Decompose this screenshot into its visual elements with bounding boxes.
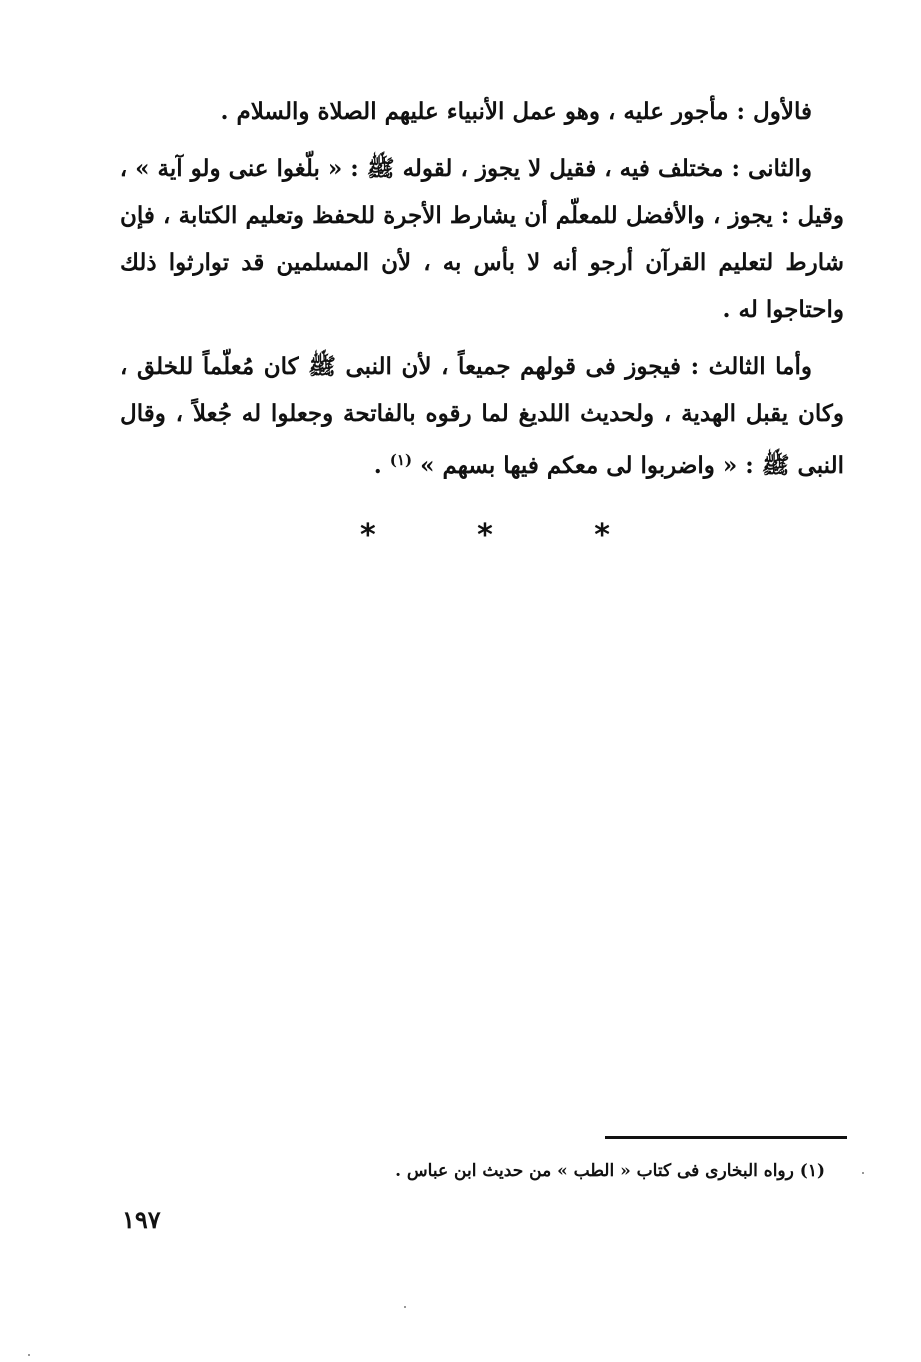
- text-line: شارط لتعليم القرآن أرجو أنه لا بأس به ، لأن المسلمين قد توارثوا ذلك: [120, 249, 844, 276]
- text-line: واحتاجوا له .: [722, 296, 844, 323]
- text-line-with-reference: [120, 437, 844, 489]
- scan-speck: [28, 1354, 30, 1356]
- scan-speck: [404, 1306, 406, 1308]
- footnote: (١) رواه البخارى فى كتاب « الطب » من حديث ابن عباس .: [395, 1161, 825, 1181]
- footnote-reference: (١): [389, 451, 413, 469]
- scan-speck: [862, 1172, 864, 1174]
- separator-star: *: [477, 518, 493, 553]
- text-line: والثانى : مختلف فيه ، فقيل لا يجوز ، لقوله ﷺ : « بلّغوا عنى ولو آية » ،: [119, 155, 812, 182]
- paragraph-second: [120, 145, 844, 333]
- paragraph-first: [120, 88, 844, 135]
- text-line: وأما الثالث : فيجوز فى قولهم جميعاً ، لأن النبى ﷺ كان مُعلّماً للخلق ،: [120, 353, 812, 380]
- separator-star: *: [360, 518, 376, 553]
- text-line: وكان يقبل الهدية ، ولحديث اللديغ لما رقوه بالفاتحة وجعلوا له جُعلاً ، وقال: [120, 400, 844, 427]
- text-line: فالأول : مأجور عليه ، وهو عمل الأنبياء عليهم الصلاة والسلام .: [220, 98, 812, 125]
- text-line: وقيل : يجوز ، والأفضل للمعلّم أن يشارط الأجرة للحفظ وتعليم الكتابة ، فإن: [120, 202, 844, 229]
- paragraph-third: [120, 343, 844, 489]
- separator-star: *: [594, 518, 610, 553]
- sentence-end: .: [373, 452, 382, 479]
- text-line: النبى ﷺ : « واضربوا لى معكم فيها بسهم »: [420, 452, 844, 479]
- page-number: ١٩٧: [122, 1205, 161, 1234]
- footnote-divider: [605, 1136, 847, 1139]
- main-text: [120, 88, 844, 489]
- section-separator: [360, 518, 610, 553]
